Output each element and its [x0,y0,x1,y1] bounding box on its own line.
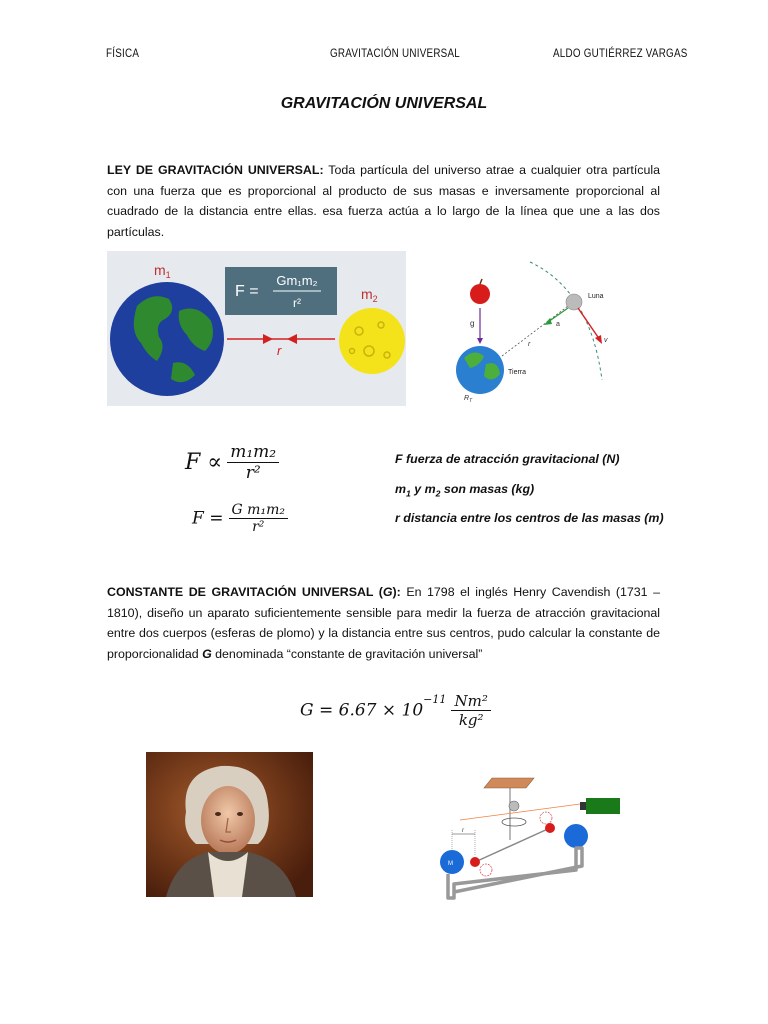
legend-masses: $m_1$ y $m_2$ son masas (kg) [395,482,535,499]
torsion-bar [475,828,550,862]
m1-label: $m_1$ [154,262,171,280]
legend-distance: r distancia entre los centros de las masas (m) [395,511,664,525]
eq1-lhs: F ∝ [185,450,223,475]
earth-moon-figure [107,251,406,406]
legend-force: F fuerza de atracción gravitacional (N) [395,452,620,466]
torsion-balance-figure [430,770,630,900]
rt-label: $R_T$ [464,395,473,404]
distance-r-label: r [277,343,282,358]
eq3-lhs: G = 6.67 × 10 [300,700,424,721]
moon-sphere [339,308,405,374]
earth-moon-svg [107,251,406,406]
header-subject: FÍSICA [106,46,140,60]
v-label: v [604,337,608,344]
page-title: GRAVITACIÓN UNIVERSAL [280,95,488,112]
eq2-fraction [229,502,288,535]
eq2-lhs: F = [192,508,224,529]
eq3-fraction [451,692,490,729]
g-label: g [470,319,475,328]
orbit-path [530,262,602,380]
apple-earth-moon-svg [440,260,640,405]
gravitational-constant-equation [300,692,491,729]
moon-small-sphere [566,294,582,310]
eq2-denominator: r² [252,519,265,535]
constant-heading: CONSTANTE DE GRAVITACIÓN UNIVERSAL (G): [107,585,401,599]
orbit-r-label: r [528,341,531,348]
eq1-fraction [227,442,279,483]
light-beam [460,804,580,820]
apple-earth-moon-figure [440,260,640,405]
top-plate [484,778,534,788]
eq3-exponent: −11 [423,693,447,706]
eq3-denominator: kg² [458,711,484,729]
newton-equation [192,502,288,535]
constant-paragraph: CONSTANTE DE GRAVITACIÓN UNIVERSAL (G): En 1798 el inglés Henry Cavendish (1731 – 1810), diseño un aparato suficientemente sensible para medir la fuerza de atracción gravitacional entre dos cuerpos (esferas de plomo) y la distancia entre sus centros, pudo calcular la constante de proporcionalidad G denominada “constante de gravitación universal” [107,585,660,661]
apple-icon [470,284,490,304]
support-frame [448,848,582,898]
formula-box-num: Gm₁m₂ [276,273,318,288]
header-author: ALDO GUTIÉRREZ VARGAS [553,46,688,60]
large-mass-label: M [448,861,453,867]
a-label: a [556,321,560,328]
acceleration-arrow [548,308,568,322]
law-heading: LEY DE GRAVITACIÓN UNIVERSAL: [107,163,324,177]
eq1-numerator: m₁m₂ [227,442,279,463]
large-mass-2 [564,824,588,848]
formula-box-den: r² [293,296,301,310]
apparatus-svg [430,770,630,900]
tierra-label: Tierra [508,369,527,376]
luna-label: Luna [588,293,604,300]
m2-label: $m_2$ [361,286,378,304]
mirror [509,801,519,811]
light-source [586,798,620,814]
eq1-denominator: r² [245,463,261,483]
formula-box-lhs: F = [235,283,259,300]
small-mass-1 [470,857,480,867]
velocity-arrow [578,308,600,340]
eq3-numerator: Nm² [451,692,490,711]
proportionality-equation [185,442,279,483]
eq2-numerator: G m₁m₂ [229,502,288,519]
apparatus-r-label: r [462,828,464,834]
header-topic: GRAVITACIÓN UNIVERSAL [330,46,461,60]
cavendish-portrait [146,752,313,897]
portrait-svg [146,752,313,897]
law-body: Toda partícula del universo atrae a cualquier otra partícula con una fuerza que es proporcional al producto de sus masas e inversamente proporcional al cuadrado de la distancia entre ellas. esa fuerza actúa a lo largo de la línea que une a las dos partículas. [107,163,661,239]
earth-moon-line [502,306,568,356]
law-paragraph [107,160,660,242]
small-mass-2 [545,823,555,833]
